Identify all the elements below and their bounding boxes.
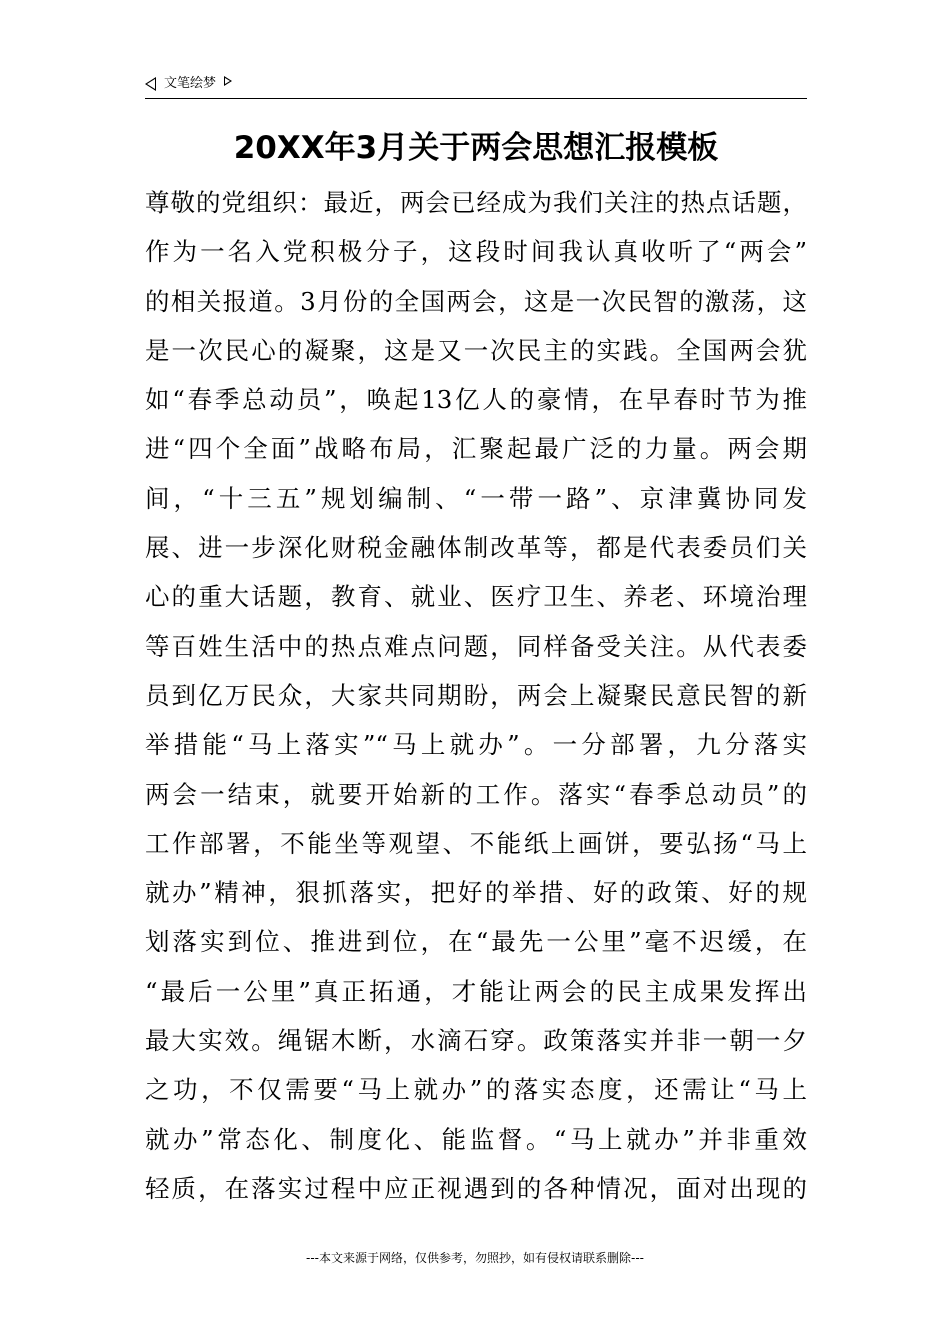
footer-notice: ---本文来源于网络，仅供参考，勿照抄，如有侵权请联系删除--- [306,1251,644,1265]
body-line: 尊敬的党组织：最近，两会已经成为我们关注的热点话题， [145,188,807,217]
body-line: 展、进一步深化财税金融体制改革等，都是代表委员们关 [145,533,807,563]
body-line: 就办”常态化、制度化、能监督。“马上就办”并非重效 [145,1124,807,1154]
body-line: 如“春季总动员”，唤起13亿人的豪情，在早春时节为推 [145,385,807,415]
body-line: 举措能“马上落实”“马上就办”。一分部署，九分落实 [145,730,807,760]
triangle-left-icon [145,77,156,91]
triangle-right-icon [224,76,232,86]
body-line: 进“四个全面”战略布局，汇聚起最广泛的力量。两会期 [145,434,807,464]
body-line: 两会一结束，就要开始新的工作。落实“春季总动员”的 [145,779,807,809]
document-body [145,178,807,1213]
body-line: 轻质，在落实过程中应正视遇到的各种情况，面对出现的 [145,1173,807,1203]
body-line: 的相关报道。3月份的全国两会，这是一次民智的激荡，这 [145,286,807,316]
body-line: 划落实到位、推进到位，在“最先一公里”毫不迟缓，在 [145,927,807,957]
body-line: 作为一名入党积极分子，这段时间我认真收听了“两会” [145,237,807,267]
body-line: 心的重大话题，教育、就业、医疗卫生、养老、环境治理 [145,582,807,612]
document-title: 20XX年3月关于两会思想汇报模板 [233,130,719,166]
header-brand-group [145,76,232,92]
body-line: 最大实效。绳锯木断，水滴石穿。政策落实并非一朝一夕 [145,1026,807,1056]
body-line: 员到亿万民众，大家共同期盼，两会上凝聚民意民智的新 [145,680,807,710]
page-header [145,72,807,99]
body-line: 间，“十三五”规划编制、“一带一路”、京津冀协同发 [145,483,807,513]
body-line: 工作部署，不能坐等观望、不能纸上画饼，要弘扬“马上 [145,828,807,858]
body-line: 就办”精神，狠抓落实，把好的举措、好的政策、好的规 [145,878,807,908]
body-line: “最后一公里”真正拓通，才能让两会的民主成果发挥出 [145,976,807,1006]
body-line: 等百姓生活中的热点难点问题，同样备受关注。从代表委 [145,631,807,661]
header-brand: 文笔绘梦 [164,76,217,91]
body-line: 之功，不仅需要“马上就办”的落实态度，还需让“马上 [145,1075,807,1105]
body-line: 是一次民心的凝聚，这是又一次民主的实践。全国两会犹 [145,335,807,365]
